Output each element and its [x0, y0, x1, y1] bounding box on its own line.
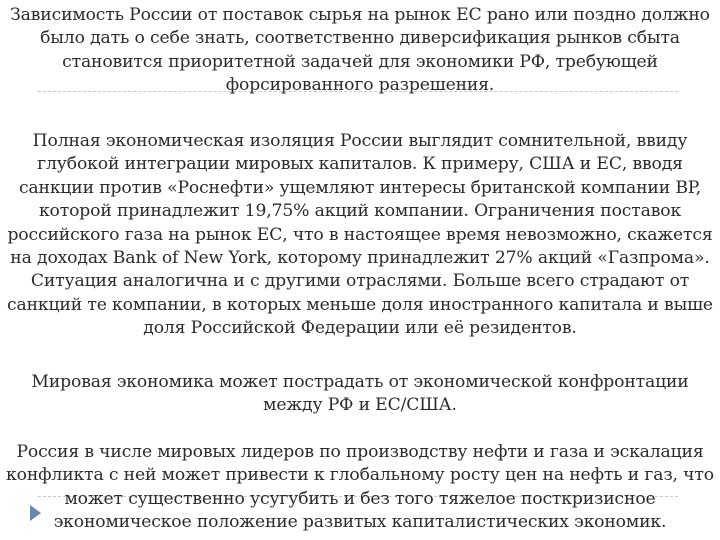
paragraph-dependency: Зависимость России от поставок сырья на рынок ЕС рано или поздно должно было дать о себе знать, соответственно диверсификация рынков сбыта становится приоритетной задачей для экономики РФ, требующей форсированного разрешения. [10, 5, 710, 96]
paragraph-world-economy: Мировая экономика может пострадать от экономической конфронтации между РФ и ЕС/США. [31, 372, 689, 416]
paragraph-oil-gas: Россия в числе мировых лидеров по производству нефти и газа и эскалация конфликта с ней может привести к глобальному росту цен на нефть и газ, что может существенно усугубить и без того тяжелое посткризисное экономическое положение развитых капиталистических экономик. [6, 442, 714, 533]
triangle-bullet-icon [30, 505, 41, 521]
paragraph-isolation: Полная экономическая изоляция России выглядит сомнительной, ввиду глубокой интеграции мировых капиталов. К примеру, США и ЕС, вводя санкции против «Роснефти» ущемляют интересы британской компании BP, которой принадлежит 19,75% акций компании. Ограничения поставок российского газа на рынок ЕС, что в настоящее время невозможно, скажется на доходах Bank of New York, которому принадлежит 27% акций «Газпрома». Ситуация аналогична и с другими отраслями. Больше всего страдают от санкций те компании, в которых меньше доля иностранного капитала и выше доля Российской Федерации или её резидентов. [7, 131, 713, 339]
